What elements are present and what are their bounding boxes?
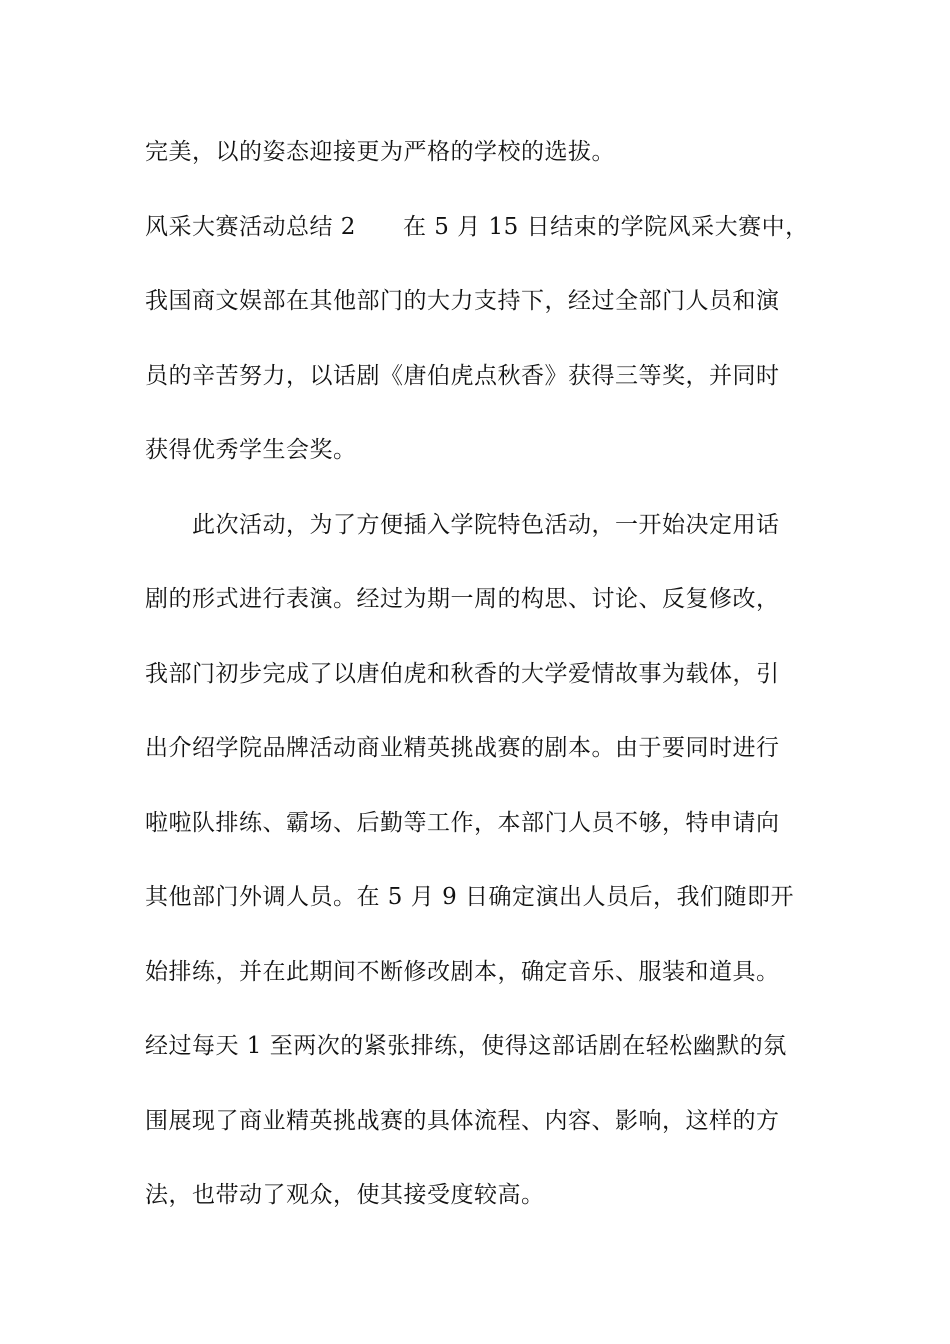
text-line-9: 出介绍学院品牌活动商业精英挑战赛的剧本。由于要同时进行	[145, 735, 780, 761]
text-line-1: 完美，以的姿态迎接更为严格的学校的选拔。	[145, 139, 615, 165]
text-line-2: 风采大赛活动总结 2 在 5 月 15 日结束的学院风采大赛中，	[145, 214, 809, 240]
text-line-13: 经过每天 1 至两次的紧张排练，使得这部话剧在轻松幽默的氛	[145, 1033, 787, 1059]
text-line-11: 其他部门外调人员。在 5 月 9 日确定演出人员后，我们随即开	[145, 884, 795, 910]
text-line-7: 剧的形式进行表演。经过为期一周的构思、讨论、反复修改，	[145, 586, 780, 612]
text-line-10: 啦啦队排练、霸场、后勤等工作，本部门人员不够，特申请向	[145, 810, 780, 836]
text-line-15: 法，也带动了观众，使其接受度较高。	[145, 1182, 545, 1208]
text-line-12: 始排练，并在此期间不断修改剧本，确定音乐、服装和道具。	[145, 959, 780, 985]
text-line-8: 我部门初步完成了以唐伯虎和秋香的大学爱情故事为载体，引	[145, 661, 780, 687]
text-line-14: 围展现了商业精英挑战赛的具体流程、内容、影响，这样的方	[145, 1108, 780, 1134]
text-line-4: 员的辛苦努力，以话剧《唐伯虎点秋香》获得三等奖，并同时	[145, 363, 780, 389]
text-line-6: 此次活动，为了方便插入学院特色活动，一开始决定用话	[145, 512, 780, 538]
text-line-3: 我国商文娱部在其他部门的大力支持下，经过全部门人员和演	[145, 288, 780, 314]
text-line-5: 获得优秀学生会奖。	[145, 437, 357, 463]
